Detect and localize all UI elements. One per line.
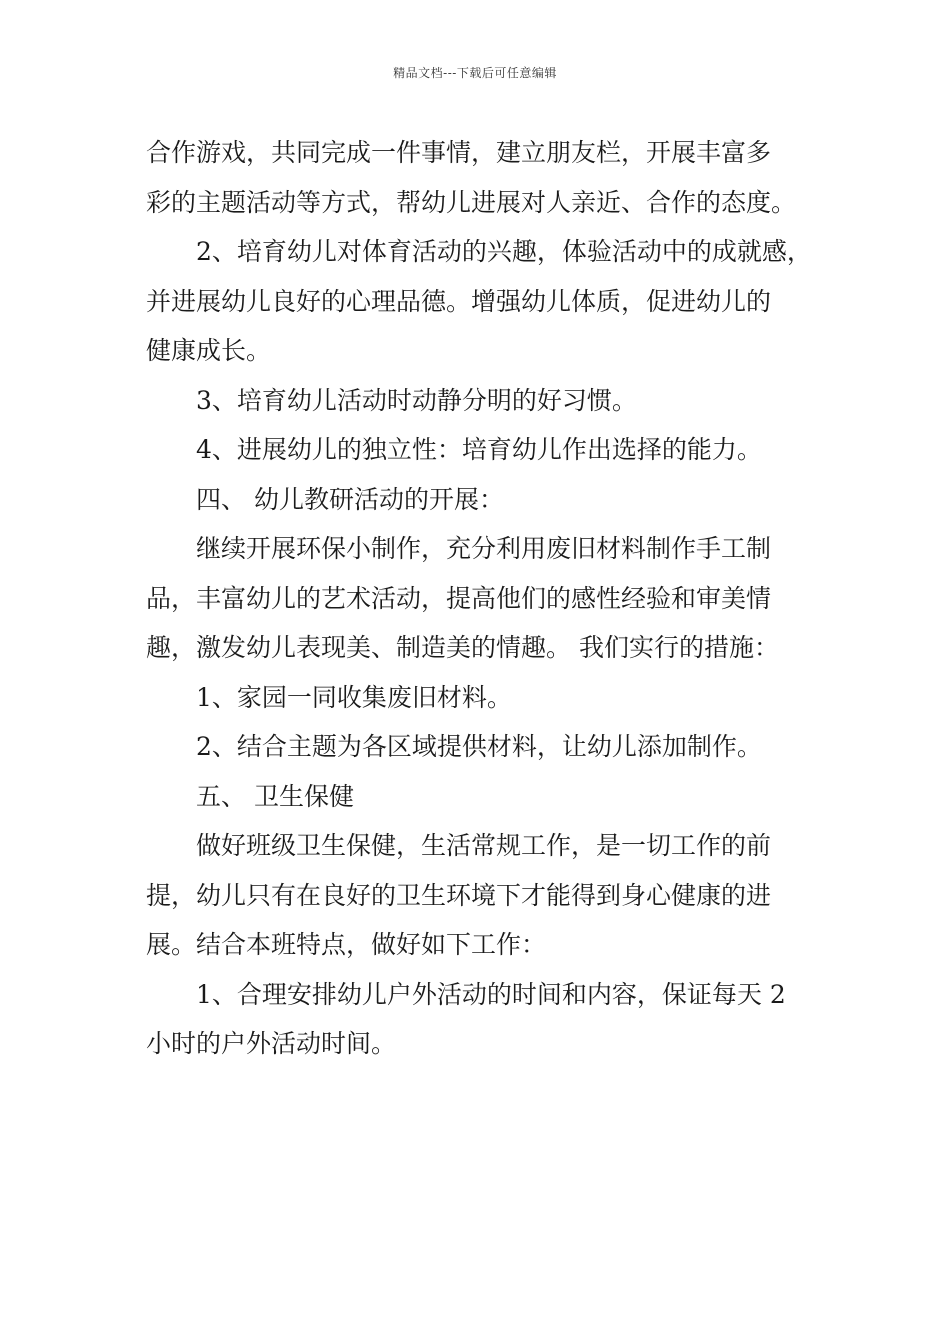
document-body [146,128,836,1069]
text-line: 2、结合主题为各区域提供材料，让幼儿添加制作。 [196,732,762,761]
text-line: 品，丰富幼儿的艺术活动，提高他们的感性经验和审美情 [146,583,772,613]
text-line: 并进展幼儿良好的心理品德。增强幼儿体质，促进幼儿的 [146,286,772,316]
text-line: 提，幼儿只有在良好的卫生环境下才能得到身心健康的进 [146,880,772,910]
text-line: 小时的户外活动时间。 [146,1029,397,1058]
text-line: 1、合理安排幼儿户外活动的时间和内容，保证每天 2 [196,979,786,1009]
text-line: 3、培育幼儿活动时动静分明的好习惯。 [196,385,637,415]
text-line: 健康成长。 [146,336,272,365]
section-heading: 五、 卫生保健 [196,781,354,811]
text-line: 合作游戏，共同完成一件事情，建立朋友栏，开展丰富多 [146,138,772,167]
text-line: 1、家园一同收集废旧材料。 [196,682,512,712]
section-heading: 四、 幼儿教研活动的开展： [196,484,504,514]
text-line: 趣，激发幼儿表现美、制造美的情趣。 我们实行的措施： [146,633,779,662]
text-line: 2、培育幼儿对体育活动的兴趣，体验活动中的成就感， [196,237,812,266]
text-line: 继续开展环保小制作，充分利用废旧材料制作手工制 [196,534,772,563]
text-line: 彩的主题活动等方式，帮幼儿进展对人亲近、合作的态度。 [146,187,797,217]
text-line: 展。结合本班特点，做好如下工作： [146,930,547,959]
text-line: 4、进展幼儿的独立性：培育幼儿作出选择的能力。 [196,435,762,464]
page-header: 精品文档---下载后可任意编辑 [393,66,557,80]
text-line: 做好班级卫生保健，生活常规工作，是一切工作的前 [196,831,772,860]
